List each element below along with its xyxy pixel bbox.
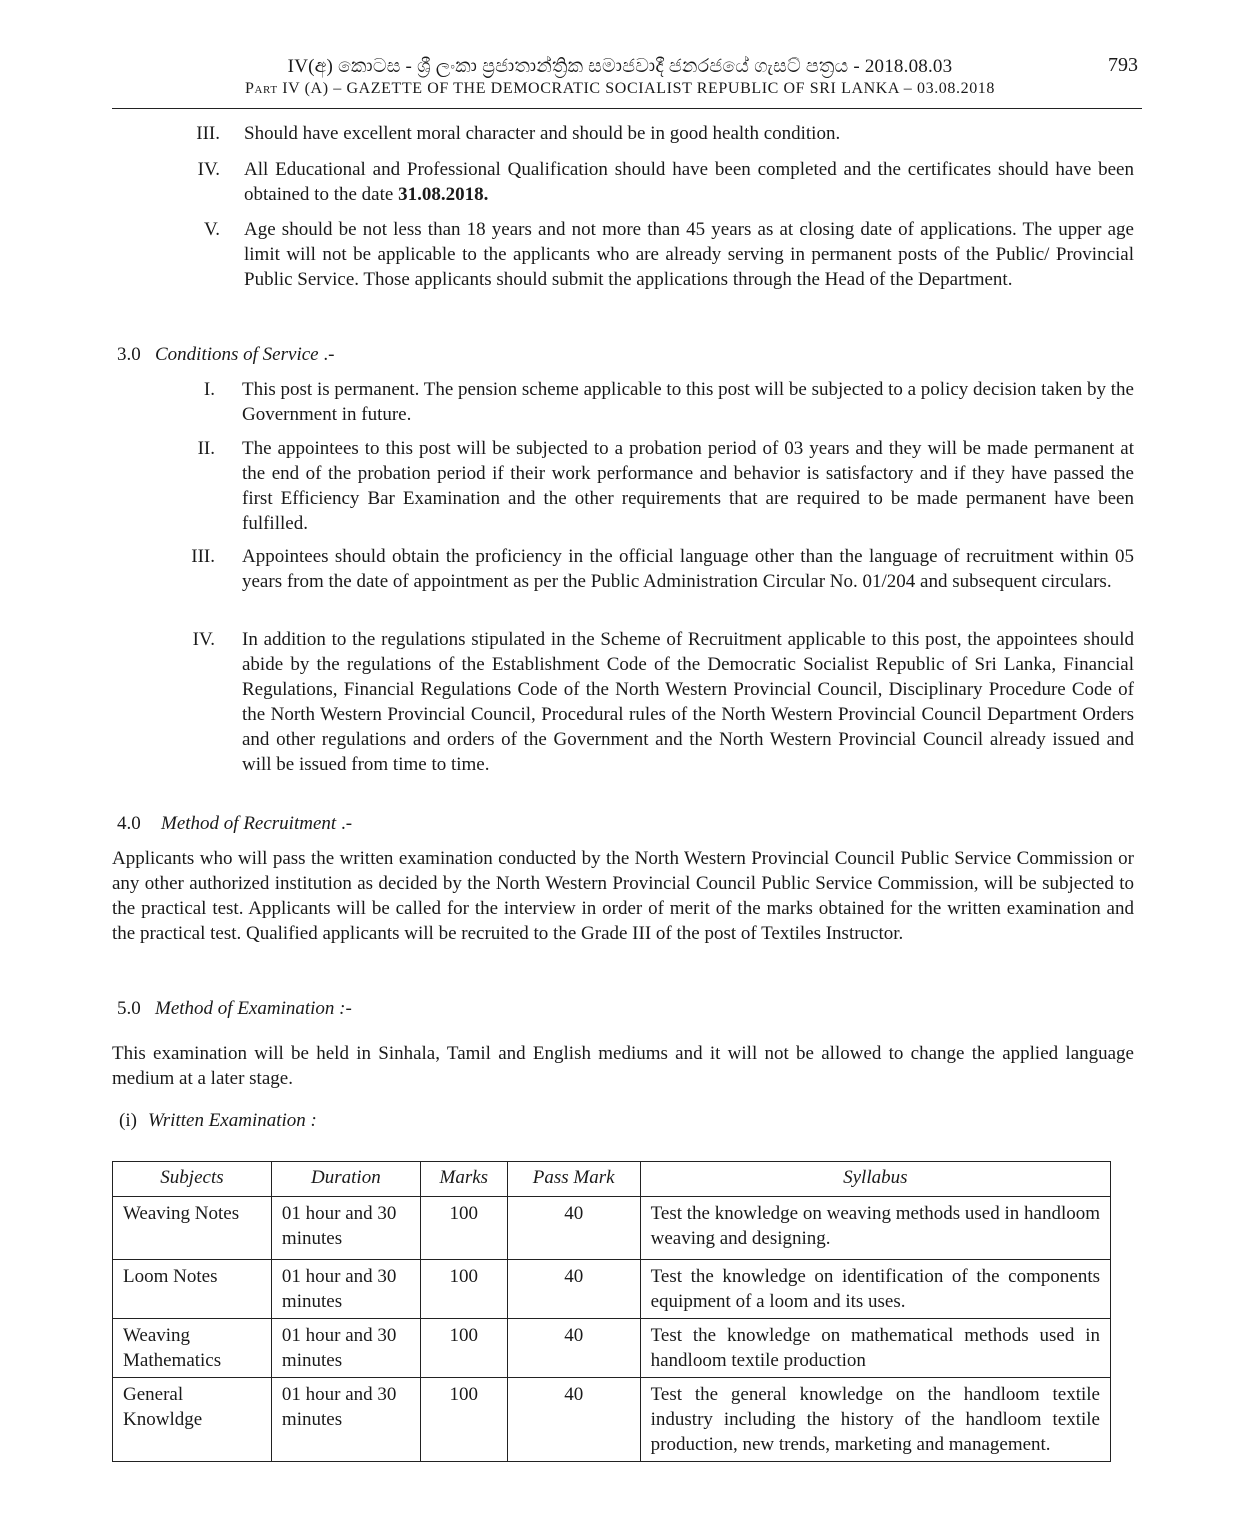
table-row [113, 1378, 1111, 1462]
cell-syllabus: Test the knowledge on mathematical methods used in handloom textile production [640, 1319, 1110, 1378]
item-text: Appointees should obtain the proficiency in the official language other than the language of recruitment within 05 years from the date of appointment as per the Public Administration Circular No. 01/204 and subsequent circulars. [242, 546, 1134, 592]
section-title: Method of Recruitment [161, 813, 337, 834]
section-title: Conditions of Service [155, 344, 319, 365]
written-exam-table [112, 1161, 1111, 1462]
cell-marks: 100 [420, 1319, 507, 1378]
item-number: IV. [192, 629, 215, 650]
cell-syllabus: Test the knowledge on weaving methods used in handloom weaving and designing. [640, 1197, 1110, 1260]
item-number: III. [191, 546, 215, 567]
header-rule [112, 108, 1142, 109]
item-text: Should have excellent moral character and should be in good health condition. [244, 123, 841, 144]
header-sinhala-line: IV(අ) කොටස - ශ්‍රී ලංකා ප්‍රජාතාන්ත්‍රික සමාජවාදී ජනරජයේ ගැසට් පත්‍රය - 2018.08.03 [287, 56, 953, 77]
cell-syllabus: Test the knowledge on identification of the components equipment of a loom and its uses. [640, 1260, 1110, 1319]
section-number: 3.0 [117, 344, 141, 365]
section-suffix: .- [318, 344, 335, 365]
cell-duration: 01 hour and 30 minutes [271, 1319, 420, 1378]
item-number: II. [197, 438, 215, 459]
cell-subject: Loom Notes [113, 1260, 272, 1319]
section-suffix: - [345, 998, 352, 1019]
cell-pass-mark: 40 [507, 1378, 640, 1462]
section-title: Method of Examination : [155, 998, 346, 1019]
column-header-pass-mark: Pass Mark [507, 1162, 640, 1197]
cell-subject: General Knowldge [113, 1378, 272, 1462]
item-text [244, 157, 1134, 207]
table-row [113, 1197, 1111, 1260]
section-paragraph: Applicants who will pass the written examination conducted by the North Western Provincial Council Public Service Commission or any other authorized institution as decided by the North Western Provincial Council Public Service Commission, will be subjected to the practical test. Applicants will be called for the interview in order of merit of the marks obtained for the written examination and the practical test. Qualified applicants will be recruited to the Grade III of the post of Textiles Instructor. [112, 848, 1134, 944]
cell-subject: Weaving Notes [113, 1197, 272, 1260]
column-header-marks: Marks [420, 1162, 507, 1197]
header-part-label: Part [245, 80, 278, 97]
item-number: III. [196, 123, 220, 144]
section-suffix: .- [336, 813, 353, 834]
section-heading [117, 342, 334, 367]
item-number: IV. [197, 159, 220, 180]
header-english-line-text: IV (A) – GAZETTE OF THE DEMOCRATIC SOCIALIST REPUBLIC OF SRI LANKA – 03.08.2018 [277, 80, 995, 97]
cell-marks: 100 [420, 1260, 507, 1319]
cell-duration: 01 hour and 30 minutes [271, 1378, 420, 1462]
section-heading [117, 811, 352, 836]
cell-marks: 100 [420, 1197, 507, 1260]
subsection-number: (i) [119, 1110, 137, 1131]
table-row [113, 1260, 1111, 1319]
subsection-title: Written Examination : [148, 1110, 317, 1131]
cell-subject: Weaving Mathematics [113, 1319, 272, 1378]
item-text: The appointees to this post will be subjected to a probation period of 03 years and they will be made permanent at the end of the probation period if their work performance and behavior is satisfactory and if they have passed the first Efficiency Bar Examination and the other requirements that are required to be made permanent have been fulfilled. [242, 438, 1134, 534]
item-number: I. [203, 379, 215, 400]
column-header-syllabus: Syllabus [640, 1162, 1110, 1197]
cell-duration: 01 hour and 30 minutes [271, 1260, 420, 1319]
cell-marks: 100 [420, 1378, 507, 1462]
section-number: 4.0 [117, 813, 141, 834]
item-number: V. [203, 219, 220, 240]
item-text: Age should be not less than 18 years and not more than 45 years as at closing date of applications. The upper age limit will not be applicable to the applicants who are already serving in permanent posts of the Public/ Provincial Public Service. Those applicants should submit the applications through the Head of the Department. [244, 219, 1134, 290]
item-text-part: All Educational and Professional Qualification should have been completed and the certificates should have been obtained to the date [244, 159, 1134, 205]
column-header-subjects: Subjects [113, 1162, 272, 1197]
table-header-row [113, 1162, 1111, 1197]
cell-pass-mark: 40 [507, 1260, 640, 1319]
cell-pass-mark: 40 [507, 1197, 640, 1260]
section-paragraph: This examination will be held in Sinhala, Tamil and English mediums and it will not be allowed to change the applied language medium at a later stage. [112, 1043, 1134, 1089]
cell-pass-mark: 40 [507, 1319, 640, 1378]
column-header-duration: Duration [271, 1162, 420, 1197]
table-row [113, 1319, 1111, 1378]
item-text: This post is permanent. The pension scheme applicable to this post will be subjected to a policy decision taken by the Government in future. [242, 379, 1134, 425]
closing-date: 31.08.2018. [398, 184, 489, 205]
page-number: 793 [1108, 54, 1138, 76]
header-english-line [0, 80, 1240, 98]
cell-syllabus: Test the general knowledge on the handloom textile industry including the history of the handloom textile production, new trends, marketing and management. [640, 1378, 1110, 1462]
subsection-heading [119, 1108, 317, 1133]
section-number: 5.0 [117, 998, 141, 1019]
section-heading [117, 996, 352, 1021]
cell-duration: 01 hour and 30 minutes [271, 1197, 420, 1260]
item-text: In addition to the regulations stipulated in the Scheme of Recruitment applicable to this post, the appointees should abide by the regulations of the Establishment Code of the Democratic Socialist Republic of Sri Lanka, Financial Regulations, Financial Regulations Code of the North Western Provincial Council, Disciplinary Procedure Code of the North Western Provincial Council, Procedural rules of the North Western Provincial Council Department Orders and other regulations and orders of the Government and the North Western Provincial Council already issued and will be issued from time to time. [242, 629, 1134, 775]
